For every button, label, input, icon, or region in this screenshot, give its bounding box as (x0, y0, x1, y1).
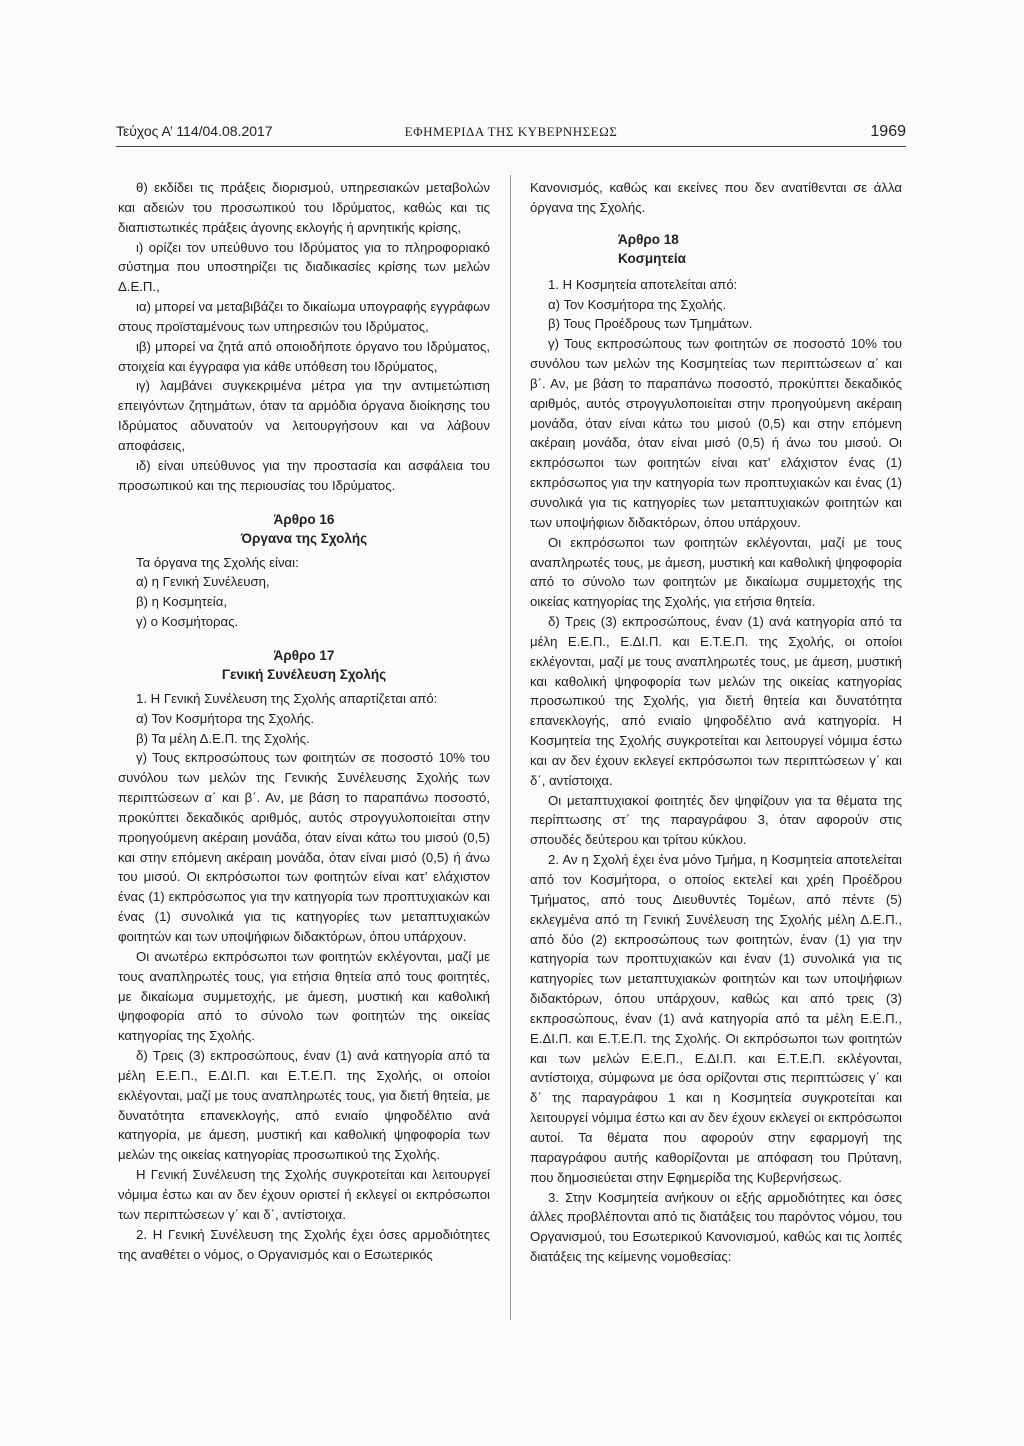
paragraph: θ) εκδίδει τις πράξεις διορισμού, υπηρεσιακών μεταβολών και αδειών του προσωπικού του Ιδρύματος, καθώς και τις διαπιστωτικές πράξεις άγονης εκλογής ή αρνητικής κρίσης, (118, 180, 490, 235)
paragraph: γ) Τους εκπροσώπους των φοιτητών σε ποσοστό 10% του συνόλου των μελών της Γενικής Συνέλευσης Σχολής των περιπτώσεων α΄ και β΄. Αν, με βάση το παραπάνω ποσοστό, προκύπτει δεκαδικός αριθμός, αυτός στρογγυλοποιείται στην προηγούμενη ακέραιη μονάδα, όταν είναι κάτω του μισού (0,5) και στην επόμενη ακέραιη μονάδα, όταν είναι μισό (0,5) ή άνω του μισού. Οι εκπρόσωποι των φοιτητών είναι κατ’ ελάχιστον ένας (1) εκπρόσωπος για την κατηγορία των προπτυχιακών και ένας (1) συνολικά για τις κατηγορίες των μεταπτυχιακών φοιτητών και των υποψήφιων διδακτόρων, όπου υπάρχουν. (118, 750, 490, 944)
column-divider (510, 175, 511, 1320)
article-number: Άρθρο 17 (273, 647, 335, 663)
paragraph: ι) ορίζει τον υπεύθυνο του Ιδρύματος για το πληροφοριακό σύστημα που υποστηρίζει τις διαδικασίες κρίσης των μελών Δ.Ε.Π., (118, 239, 490, 295)
paragraph: β) Τους Προέδρους των Τμημάτων. (548, 316, 753, 332)
gazette-title: ΕΦΗΜΕΡΙΔΑ ΤΗΣ ΚΥΒΕΡΝΗΣΕΩΣ (404, 124, 618, 139)
paragraph: β) Τα μέλη Δ.Ε.Π. της Σχολής. (136, 730, 310, 746)
paragraph: Τα όργανα της Σχολής είναι: (136, 554, 299, 570)
paragraph: 1. Η Γενική Συνέλευση της Σχολής απαρτίζεται από: (136, 690, 438, 706)
right-column (530, 178, 902, 1267)
issue-label: Τεύχος Α’ 114/04.08.2017 (116, 123, 273, 139)
paragraph: ιγ) λαμβάνει συγκεκριμένα μέτρα για την αντιμετώπιση επειγόντων ζητημάτων, όταν τα αρμόδια όργανα διοίκησης του Ιδρύματος αδυνατούν να λειτουργήσουν και να λάβουν αποφάσεις, (118, 378, 490, 453)
paragraph: 3. Στην Κοσμητεία ανήκουν οι εξής αρμοδιότητες και όσες άλλες προβλέπονται από τις διατάξεις του παρόντος νόμου, του Οργανισμού, του Εσωτερικού Κανονισμού, καθώς και τις λοιπές διατάξεις της κείμενης νομοθεσίας: (530, 1189, 902, 1265)
article-number: Άρθρο 16 (273, 511, 335, 527)
article-title: Γενική Συνέλευση Σχολής (221, 667, 387, 683)
paragraph: γ) ο Κοσμήτορας. (136, 614, 239, 630)
page-header (116, 123, 906, 145)
left-column (118, 178, 490, 1264)
article-18-heading (530, 230, 902, 269)
paragraph: Κανονισμός, καθώς και εκείνες που δεν ανατίθενται σε άλλα όργανα της Σχολής. (530, 180, 902, 215)
paragraph: α) η Γενική Συνέλευση, (136, 574, 270, 590)
paragraph: β) η Κοσμητεία, (136, 594, 227, 610)
paragraph: Οι μεταπτυχιακοί φοιτητές δεν ψηφίζουν για τα θέματα της περίπτωσης στ΄ της παραγράφου 3, όταν αφορούν στις σπουδές δεύτερου και τρίτου κύκλου. (530, 792, 902, 848)
paragraph: ια) μπορεί να μεταβιβάζει το δικαίωμα υπογραφής εγγράφων στους προϊσταμένους των υπηρεσιών του Ιδρύματος, (118, 299, 490, 334)
paragraph: γ) Τους εκπροσώπους των φοιτητών σε ποσοστό 10% του συνόλου των μελών της Κοσμητείας των περιπτώσεων α΄ και β΄. Αν, με βάση το παραπάνω ποσοστό, προκύπτει δεκαδικός αριθμός, αυτός στρογγυλοποιείται στην προηγούμενη ακέραιη μονάδα, όταν είναι κάτω του μισού (0,5) και στην επόμενη ακέραιη μονάδα, όταν είναι μισό (0,5) ή άνω του μισού. Οι εκπρόσωποι των φοιτητών είναι κατ’ ελάχιστον ένας (1) εκπρόσωπος για την κατηγορία των προπτυχιακών και ένας (1) συνολικά για τις κατηγορίες των μεταπτυχιακών φοιτητών και των υποψήφιων διδακτόρων, όπου υπάρχουν. (530, 336, 902, 530)
paragraph: α) Τον Κοσμήτορα της Σχολής. (136, 710, 315, 726)
article-16-heading (118, 510, 490, 549)
article-title: Όργανα της Σχολής (240, 531, 368, 546)
paragraph: 2. Η Γενική Συνέλευση της Σχολής έχει όσες αρμοδιότητες της αναθέτει ο νόμος, ο Οργανισμός και ο Εσωτερικός (118, 1226, 490, 1262)
article-title: Κοσμητεία (618, 251, 686, 267)
paragraph: 1. Η Κοσμητεία αποτελείται από: (548, 276, 738, 292)
paragraph: δ) Τρεις (3) εκπροσώπους, έναν (1) ανά κατηγορία από τα μέλη Ε.Ε.Π., Ε.ΔΙ.Π. και Ε.Τ.Ε.Π. της Σχολής, οι οποίοι εκλέγονται, μαζί με τους αναπληρωτές τους, για διετή θητεία, με δυνατότητα επανεκλογής, από ενιαίο ψηφοδέλτιο ανά κατηγορία, με άμεση, μυστική και καθολική ψηφοφορία των μελών της οικείας κατηγορίας προσωπικού της Σχολής. (118, 1048, 490, 1163)
header-rule (116, 146, 906, 147)
article-number: Άρθρο 18 (618, 231, 679, 247)
paragraph: ιδ) είναι υπεύθυνος για την προστασία και ασφάλεια του προσωπικού και της περιουσίας του Ιδρύματος. (118, 457, 490, 493)
article-17-heading (118, 646, 490, 685)
paragraph: Οι εκπρόσωποι των φοιτητών εκλέγονται, μαζί με τους αναπληρωτές τους, με άμεση, μυστική και καθολική ψηφοφορία από το σύνολο των φοιτητών με δικαίωμα συμμετοχής της οικείας κατηγορίας της Σχολής, για ετήσια θητεία. (530, 534, 902, 610)
paragraph: 2. Αν η Σχολή έχει ένα μόνο Τμήμα, η Κοσμητεία αποτελείται από τον Κοσμήτορα, ο οποίος εκτελεί και χρέη Προέδρου Τμήματος, από τους Διευθυντές Τομέων, από πέντε (5) εκλεγμένα από τη Γενική Συνέλευση της Σχολής μέλη Δ.Ε.Π., από δύο (2) εκπροσώπους των φοιτητών, έναν (1) για την κατηγορία των προπτυχιακών και έναν (1) συνολικά για τις κατηγορίες των μεταπτυχιακών φοιτητών και των υποψήφιων διδακτόρων, όπου υπάρχουν, καθώς και από τρεις (3) εκπροσώπους, έναν (1) ανά κατηγορία από τα μέλη Ε.Ε.Π., Ε.ΔΙ.Π. και Ε.Τ.Ε.Π. της Σχολής. Οι εκπρόσωποι των φοιτητών και των μελών Ε.Ε.Π., Ε.ΔΙ.Π. και Ε.Τ.Ε.Π. εκλέγονται, αντίστοιχα, σύμφωνα με όσα ορίζονται στις περιπτώσεις γ΄ και δ΄ της παραγράφου 1 και η Κοσμητεία συγκροτείται και λειτουργεί νόμιμα έστω και αν δεν έχουν εκλεγεί οι εκπρόσωποι αυτοί. Τα θέματα που αφορούν στην εφαρμογή της παραγράφου αυτής καθορίζονται με απόφαση του Πρύτανη, που δημοσιεύεται στην Εφημερίδα της Κυβερνήσεως. (530, 852, 902, 1185)
paragraph: ιβ) μπορεί να ζητά από οποιοδήποτε όργανο του Ιδρύματος, στοιχεία και έγγραφα για κάθε υπόθεση του Ιδρύματος, (118, 338, 490, 374)
paragraph: α) Τον Κοσμήτορα της Σχολής. (548, 296, 727, 312)
paragraph: δ) Τρεις (3) εκπροσώπους, έναν (1) ανά κατηγορία από τα μέλη Ε.Ε.Π., Ε.ΔΙ.Π. και Ε.Τ.Ε.Π. της Σχολής, οι οποίοι εκλέγονται, μαζί με τους αναπληρωτές τους, με άμεση, μυστική και καθολική ψηφοφορία των μελών της οικείας κατηγορίας προσωπικού της Σχολής, για διετή θητεία και δυνατότητα επανεκλογής, από ενιαίο ψηφοδέλτιο ανά κατηγορία. Η Κοσμητεία της Σχολής συγκροτείται και λειτουργεί νόμιμα έστω και αν δεν έχουν εκλεγεί εκπρόσωποι των περιπτώσεων γ΄ και δ΄, αντίστοιχα. (530, 614, 902, 788)
paragraph: Η Γενική Συνέλευση της Σχολής συγκροτείται και λειτουργεί νόμιμα έστω και αν δεν έχουν οριστεί ή εκλεγεί οι εκπρόσωποι των περιπτώσεων γ΄ και δ΄, αντίστοιχα. (118, 1167, 490, 1222)
page-number: 1969 (870, 123, 906, 140)
paragraph: Οι ανωτέρω εκπρόσωποι των φοιτητών εκλέγονται, μαζί με τους αναπληρωτές τους, για ετήσια θητεία από τους φοιτητές, με δικαίωμα συμμετοχής, με άμεση, μυστική και καθολική ψηφοφορία από το σύνολο των φοιτητών της οικείας κατηγορίας της Σχολής. (118, 948, 490, 1044)
